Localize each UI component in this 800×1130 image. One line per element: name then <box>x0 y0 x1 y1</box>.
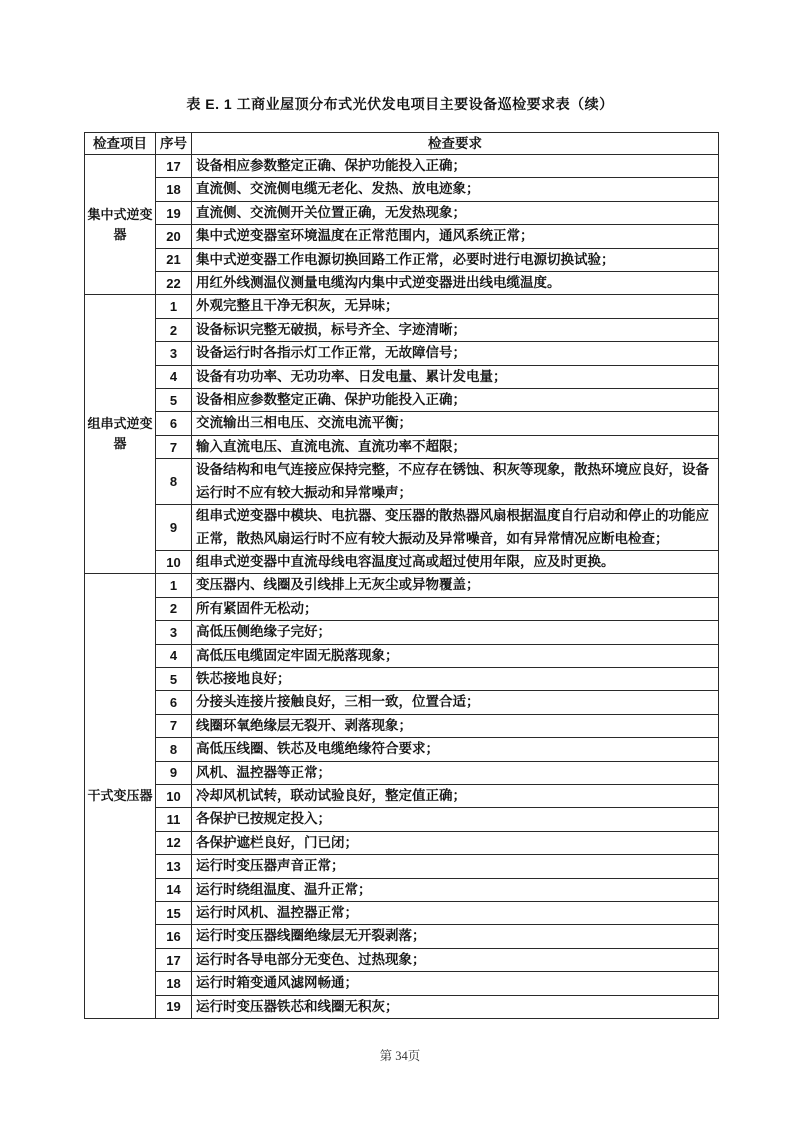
table-row <box>85 972 719 995</box>
requirement-cell: 直流侧、交流侧电缆无老化、发热、放电迹象； <box>192 178 719 201</box>
row-number-cell: 2 <box>156 597 192 620</box>
table-row <box>85 761 719 784</box>
table-row <box>85 667 719 690</box>
table-row <box>85 389 719 412</box>
row-number-cell: 8 <box>156 459 192 505</box>
requirement-cell: 分接头连接片接触良好，三相一致，位置合适； <box>192 691 719 714</box>
table-row <box>85 995 719 1018</box>
table-row <box>85 155 719 178</box>
table-row <box>85 714 719 737</box>
header-requirement: 检查要求 <box>192 133 719 155</box>
row-number-cell: 17 <box>156 155 192 178</box>
requirement-cell: 输入直流电压、直流电流、直流功率不超限； <box>192 435 719 458</box>
requirement-cell: 冷却风机试转，联动试验良好，整定值正确； <box>192 784 719 807</box>
requirement-cell: 各保护已按规定投入； <box>192 808 719 831</box>
row-number-cell: 14 <box>156 878 192 901</box>
requirement-cell: 直流侧、交流侧开关位置正确，无发热现象； <box>192 201 719 224</box>
table-row <box>85 248 719 271</box>
row-number-cell: 8 <box>156 738 192 761</box>
row-number-cell: 15 <box>156 902 192 925</box>
requirement-cell: 组串式逆变器中直流母线电容温度过高或超过使用年限，应及时更换。 <box>192 550 719 573</box>
requirement-cell: 所有紧固件无松动； <box>192 597 719 620</box>
row-number-cell: 19 <box>156 201 192 224</box>
requirement-cell: 设备运行时各指示灯工作正常，无故障信号； <box>192 342 719 365</box>
table-row <box>85 225 719 248</box>
table-row <box>85 435 719 458</box>
header-serial-number: 序号 <box>156 133 192 155</box>
inspection-item-cell: 集中式逆变器 <box>85 155 156 295</box>
row-number-cell: 16 <box>156 925 192 948</box>
table-row <box>85 878 719 901</box>
row-number-cell: 9 <box>156 761 192 784</box>
row-number-cell: 6 <box>156 691 192 714</box>
requirement-cell: 运行时变压器声音正常； <box>192 855 719 878</box>
table-body <box>85 155 719 1019</box>
requirement-cell: 高低压侧绝缘子完好； <box>192 621 719 644</box>
row-number-cell: 18 <box>156 972 192 995</box>
row-number-cell: 1 <box>156 295 192 318</box>
row-number-cell: 20 <box>156 225 192 248</box>
requirement-cell: 变压器内、线圈及引线排上无灰尘或异物覆盖； <box>192 574 719 597</box>
requirement-cell: 运行时风机、温控器正常； <box>192 902 719 925</box>
requirement-cell: 组串式逆变器中模块、电抗器、变压器的散热器风扇根据温度自行启动和停止的功能应正常，散热风扇运行时不应有较大振动及异常噪音，如有异常情况应断电检查； <box>192 505 719 551</box>
table-row <box>85 784 719 807</box>
requirement-cell: 高低压线圈、铁芯及电缆绝缘符合要求； <box>192 738 719 761</box>
requirement-cell: 铁芯接地良好； <box>192 667 719 690</box>
row-number-cell: 17 <box>156 948 192 971</box>
table-row <box>85 691 719 714</box>
requirement-cell: 运行时各导电部分无变色、过热现象； <box>192 948 719 971</box>
table-row <box>85 597 719 620</box>
inspection-item-cell: 组串式逆变器 <box>85 295 156 574</box>
row-number-cell: 5 <box>156 389 192 412</box>
requirement-cell: 设备有功功率、无功功率、日发电量、累计发电量； <box>192 365 719 388</box>
table-row <box>85 948 719 971</box>
requirement-cell: 用红外线测温仪测量电缆沟内集中式逆变器进出线电缆温度。 <box>192 272 719 295</box>
requirement-cell: 集中式逆变器室环境温度在正常范围内，通风系统正常； <box>192 225 719 248</box>
table-row <box>85 574 719 597</box>
row-number-cell: 3 <box>156 621 192 644</box>
requirement-cell: 集中式逆变器工作电源切换回路工作正常，必要时进行电源切换试验； <box>192 248 719 271</box>
requirement-cell: 运行时变压器线圈绝缘层无开裂剥落； <box>192 925 719 948</box>
table-row <box>85 855 719 878</box>
table-row <box>85 459 719 505</box>
table-row <box>85 808 719 831</box>
row-number-cell: 2 <box>156 318 192 341</box>
row-number-cell: 18 <box>156 178 192 201</box>
row-number-cell: 4 <box>156 365 192 388</box>
requirement-cell: 高低压电缆固定牢固无脱落现象； <box>192 644 719 667</box>
table-row <box>85 738 719 761</box>
requirement-cell: 运行时绕组温度、温升正常； <box>192 878 719 901</box>
table-row <box>85 902 719 925</box>
row-number-cell: 10 <box>156 784 192 807</box>
row-number-cell: 7 <box>156 435 192 458</box>
requirement-cell: 交流输出三相电压、交流电流平衡； <box>192 412 719 435</box>
requirement-cell: 设备结构和电气连接应保持完整，不应存在锈蚀、积灰等现象，散热环境应良好，设备运行时不应有较大振动和异常噪声； <box>192 459 719 505</box>
requirement-cell: 设备相应参数整定正确、保护功能投入正确； <box>192 155 719 178</box>
table-row <box>85 644 719 667</box>
table-row <box>85 925 719 948</box>
table-row <box>85 412 719 435</box>
table-row <box>85 178 719 201</box>
table-row <box>85 272 719 295</box>
header-inspection-item: 检查项目 <box>85 133 156 155</box>
requirement-cell: 线圈环氧绝缘层无裂开、剥落现象； <box>192 714 719 737</box>
requirement-cell: 风机、温控器等正常； <box>192 761 719 784</box>
row-number-cell: 13 <box>156 855 192 878</box>
requirement-cell: 设备标识完整无破损，标号齐全、字迹清晰； <box>192 318 719 341</box>
table-row <box>85 621 719 644</box>
table-row <box>85 295 719 318</box>
row-number-cell: 7 <box>156 714 192 737</box>
requirement-cell: 运行时变压器铁芯和线圈无积灰； <box>192 995 719 1018</box>
row-number-cell: 11 <box>156 808 192 831</box>
inspection-table <box>84 132 719 1019</box>
requirement-cell: 外观完整且干净无积灰，无异味； <box>192 295 719 318</box>
row-number-cell: 6 <box>156 412 192 435</box>
inspection-item-cell: 干式变压器 <box>85 574 156 1019</box>
table-row <box>85 342 719 365</box>
page-title: 表 E. 1 工商业屋顶分布式光伏发电项目主要设备巡检要求表（续） <box>186 96 614 112</box>
requirement-cell: 运行时箱变通风滤网畅通； <box>192 972 719 995</box>
row-number-cell: 19 <box>156 995 192 1018</box>
table-row <box>85 505 719 551</box>
row-number-cell: 1 <box>156 574 192 597</box>
row-number-cell: 22 <box>156 272 192 295</box>
row-number-cell: 5 <box>156 667 192 690</box>
row-number-cell: 9 <box>156 505 192 551</box>
row-number-cell: 12 <box>156 831 192 854</box>
row-number-cell: 21 <box>156 248 192 271</box>
table-row <box>85 831 719 854</box>
requirement-cell: 各保护遮栏良好，门已闭； <box>192 831 719 854</box>
table-row <box>85 365 719 388</box>
table-row <box>85 201 719 224</box>
table-row <box>85 550 719 573</box>
page-number: 第 34页 <box>379 1049 421 1063</box>
requirement-cell: 设备相应参数整定正确、保护功能投入正确； <box>192 389 719 412</box>
table-header-row <box>85 133 719 155</box>
row-number-cell: 4 <box>156 644 192 667</box>
row-number-cell: 3 <box>156 342 192 365</box>
table-row <box>85 318 719 341</box>
row-number-cell: 10 <box>156 550 192 573</box>
